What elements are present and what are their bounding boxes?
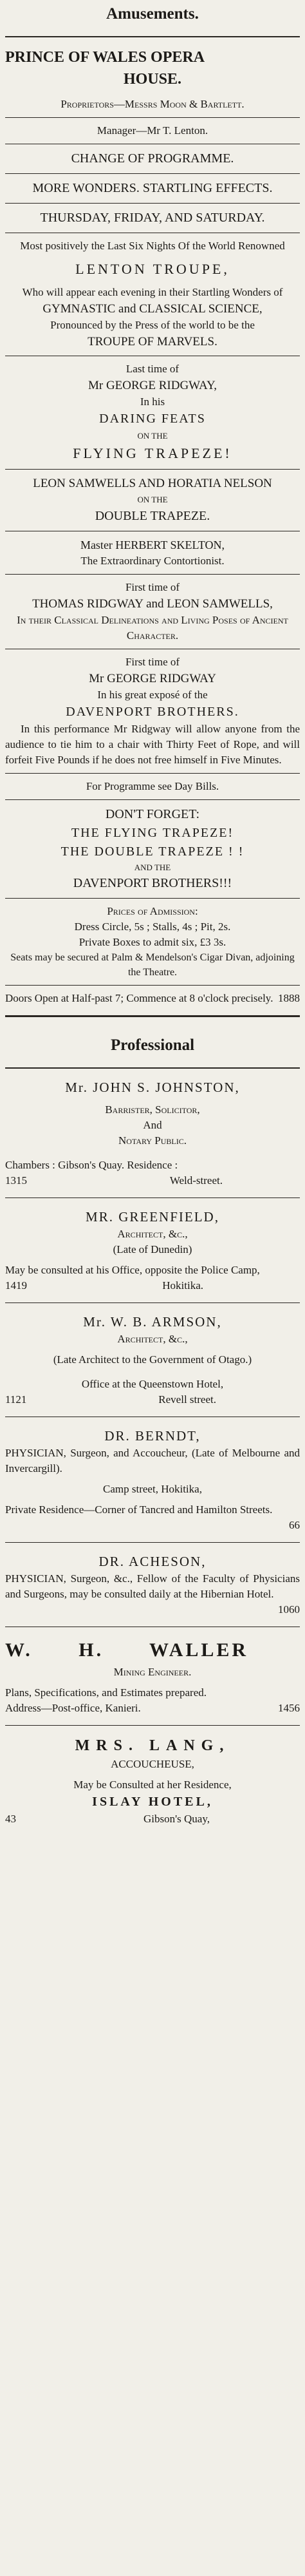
pronounced: Pronounced by the Press of the world to be the bbox=[50, 319, 255, 331]
ad-ref-number: 1456 bbox=[278, 1702, 300, 1714]
more-wonders: MORE WONDERS. STARTLING EFFECTS. bbox=[32, 181, 273, 195]
profession: Architect, &c., bbox=[117, 1228, 188, 1240]
address-row bbox=[5, 1701, 300, 1716]
double-trapeze: DOUBLE TRAPEZE. bbox=[95, 509, 210, 523]
ad-ref-number: 1060 bbox=[278, 1603, 300, 1616]
advertiser-name: MR. GREENFIELD, bbox=[86, 1209, 219, 1225]
address: Address—Post-office, Kanieri. bbox=[5, 1702, 141, 1714]
section-heading-professional: Professional bbox=[110, 1036, 195, 1054]
first-time-of: First time of bbox=[125, 656, 180, 668]
gymnastic-science: GYMNASTIC and CLASSICAL SCIENCE, bbox=[42, 302, 263, 316]
divider bbox=[5, 1067, 300, 1069]
divider bbox=[5, 469, 300, 470]
in-his: In his bbox=[140, 396, 165, 408]
divider bbox=[5, 117, 300, 118]
plans: Plans, Specifications, and Estimates prepared. bbox=[5, 1686, 207, 1699]
last-time-of: Last time of bbox=[125, 363, 180, 375]
programme-note: For Programme see Day Bills. bbox=[86, 780, 219, 792]
days: THURSDAY, FRIDAY, AND SATURDAY. bbox=[40, 211, 265, 225]
who-will-appear: Who will appear each evening in their Startling Wonders of bbox=[22, 286, 283, 298]
town: Hokitika. bbox=[162, 1279, 203, 1292]
hotel: ISLAY HOTEL, bbox=[92, 1795, 213, 1809]
chambers: Chambers : Gibson's Quay. Residence : bbox=[5, 1159, 178, 1171]
advertiser-name: W. H. WALLER bbox=[5, 1639, 249, 1661]
divider bbox=[5, 36, 300, 37]
notary: Notary Public. bbox=[118, 1134, 187, 1147]
divider bbox=[5, 574, 300, 575]
ad-johnston bbox=[5, 1074, 300, 1192]
ad-ref-number: 1888 bbox=[278, 992, 300, 1004]
ref-row bbox=[5, 1173, 300, 1188]
advertiser-name: Mr. JOHN S. JOHNSTON, bbox=[65, 1080, 240, 1095]
ridgway-name-2: Mr GEORGE RIDGWAY bbox=[89, 672, 216, 685]
prices-heading: Prices of Admission: bbox=[107, 905, 198, 917]
physician: PHYSICIAN, Surgeon, &c., Fellow of the Faculty of Physicians and Surgeons, may be consulted daily at the Hibernian Hotel. bbox=[5, 1572, 300, 1600]
ad-acheson bbox=[5, 1548, 300, 1621]
quay: Gibson's Quay, bbox=[143, 1813, 210, 1825]
on-the: ON THE bbox=[137, 495, 168, 504]
physician: PHYSICIAN, Surgeon, and Accoucheur, (Late of Melbourne and Invercargill). bbox=[5, 1447, 300, 1474]
herbert-skelton: Master HERBERT SKELTON, bbox=[80, 539, 225, 551]
flying-trapeze: FLYING TRAPEZE! bbox=[73, 445, 232, 461]
proprietors: Proprietors—Messrs Moon & Bartlett. bbox=[60, 98, 245, 110]
consulted: May be Consulted at her Residence, bbox=[73, 1779, 232, 1791]
divider bbox=[5, 203, 300, 204]
doors-text: Doors Open at Half-past 7; Commence at 8 o'clock precisely. bbox=[5, 992, 273, 1004]
daring-feats: DARING FEATS bbox=[99, 412, 206, 426]
flying-trapeze-2: THE FLYING TRAPEZE! bbox=[71, 826, 234, 840]
expose: In his great exposé of the bbox=[97, 689, 208, 701]
ad-ref-number: 43 bbox=[5, 1813, 16, 1825]
ad-berndt bbox=[5, 1422, 300, 1537]
and-the: AND THE bbox=[134, 863, 171, 872]
profession: Architect, &c., bbox=[117, 1333, 188, 1345]
doors-open bbox=[5, 991, 300, 1006]
divider bbox=[5, 1725, 300, 1726]
ad-title bbox=[5, 46, 300, 90]
divider bbox=[5, 985, 300, 986]
divider bbox=[5, 773, 300, 774]
street: Revell street. bbox=[158, 1393, 216, 1406]
advertiser-name: Mr. W. B. ARMSON, bbox=[83, 1314, 222, 1330]
profession: Mining Engineer. bbox=[113, 1666, 192, 1678]
office: Office at the Queenstown Hotel, bbox=[81, 1378, 224, 1390]
ad-waller bbox=[5, 1632, 300, 1720]
davenport-brothers: DAVENPORT BROTHERS. bbox=[66, 705, 239, 719]
divider bbox=[5, 1197, 300, 1198]
ad-ref-number: 1121 bbox=[5, 1393, 27, 1406]
divider bbox=[5, 173, 300, 174]
ad-ref-number: 66 bbox=[289, 1519, 300, 1531]
section-heading-amusements: Amusements. bbox=[106, 5, 199, 23]
divider bbox=[5, 1302, 300, 1303]
and: And bbox=[143, 1119, 162, 1131]
seats-note: Seats may be secured at Palm & Mendelson's Cigar Divan, adjoining the Theatre. bbox=[10, 952, 295, 978]
ad-prince-of-wales bbox=[5, 43, 300, 1010]
divider bbox=[5, 1542, 300, 1543]
dont-forget: DON'T FORGET: bbox=[105, 807, 200, 821]
late-of: (Late of Dunedin) bbox=[113, 1243, 192, 1255]
ridgway-name: Mr GEORGE RIDGWAY, bbox=[88, 379, 217, 392]
lenton-troupe: LENTON TROUPE, bbox=[75, 261, 230, 277]
performance-text: In this performance Mr Ridgway will allow anyone from the audience to tie him to a chair with Thirty Feet of Rope, and will forfeit Five Pounds if he does not free himself in Five Minutes. bbox=[5, 723, 300, 766]
ref-row bbox=[5, 1278, 300, 1293]
ad-armson bbox=[5, 1308, 300, 1411]
on-the: ON THE bbox=[137, 431, 168, 441]
profession: Barrister, Solicitor, bbox=[105, 1103, 200, 1116]
first-time-of: First time of bbox=[125, 581, 180, 593]
samwells-nelson: LEON SAMWELLS AND HORATIA NELSON bbox=[33, 477, 272, 490]
troupe-of-marvels: TROUPE OF MARVELS. bbox=[88, 335, 217, 348]
camp-street: Camp street, Hokitika, bbox=[103, 1483, 202, 1495]
change-of-programme: CHANGE OF PROGRAMME. bbox=[71, 151, 234, 166]
contortionist: The Extraordinary Contortionist. bbox=[80, 555, 225, 567]
ad-greenfield bbox=[5, 1203, 300, 1297]
private-boxes: Private Boxes to admit six, £3 3s. bbox=[79, 936, 226, 948]
profession: ACCOUCHEUSE, bbox=[111, 1758, 194, 1770]
title-line-2: HOUSE. bbox=[123, 71, 182, 88]
title-line-1: PRINCE OF WALES OPERA bbox=[5, 49, 205, 66]
advertiser-name: MRS. LANG, bbox=[75, 1737, 230, 1754]
thomas-ridgway: THOMAS RIDGWAY and LEON SAMWELLS, bbox=[32, 597, 273, 611]
double-trapeze-2: THE DOUBLE TRAPEZE ! ! bbox=[60, 844, 245, 859]
private-residence: Private Residence—Corner of Tancred and Hamilton Streets. bbox=[5, 1503, 273, 1516]
prices-line: Dress Circle, 5s ; Stalls, 4s ; Pit, 2s. bbox=[74, 921, 231, 933]
manager: Manager—Mr T. Lenton. bbox=[97, 124, 208, 137]
divider bbox=[5, 799, 300, 800]
ad-ref-number: 1419 bbox=[5, 1279, 27, 1292]
divider bbox=[5, 898, 300, 899]
advertiser-name: DR. ACHESON, bbox=[98, 1554, 207, 1569]
late-of: (Late Architect to the Government of Otago.) bbox=[53, 1353, 252, 1366]
ad-lang bbox=[5, 1731, 300, 1831]
consulted: May be consulted at his Office, opposite the Police Camp, bbox=[5, 1264, 260, 1276]
classical-delineations: In their Classical Delineations and Living Poses of Ancient Character. bbox=[17, 614, 288, 642]
ref-row bbox=[5, 1811, 300, 1827]
ad-ref-number: 1315 bbox=[5, 1174, 27, 1187]
divider bbox=[5, 1015, 300, 1017]
advertiser-name: DR. BERNDT, bbox=[104, 1428, 201, 1444]
davenport-brothers-2: DAVENPORT BROTHERS!!! bbox=[73, 876, 232, 890]
ref-row bbox=[5, 1392, 300, 1407]
most-positively: Most positively the Last Six Nights Of the World Renowned bbox=[20, 240, 285, 252]
street: Weld-street. bbox=[169, 1174, 223, 1187]
